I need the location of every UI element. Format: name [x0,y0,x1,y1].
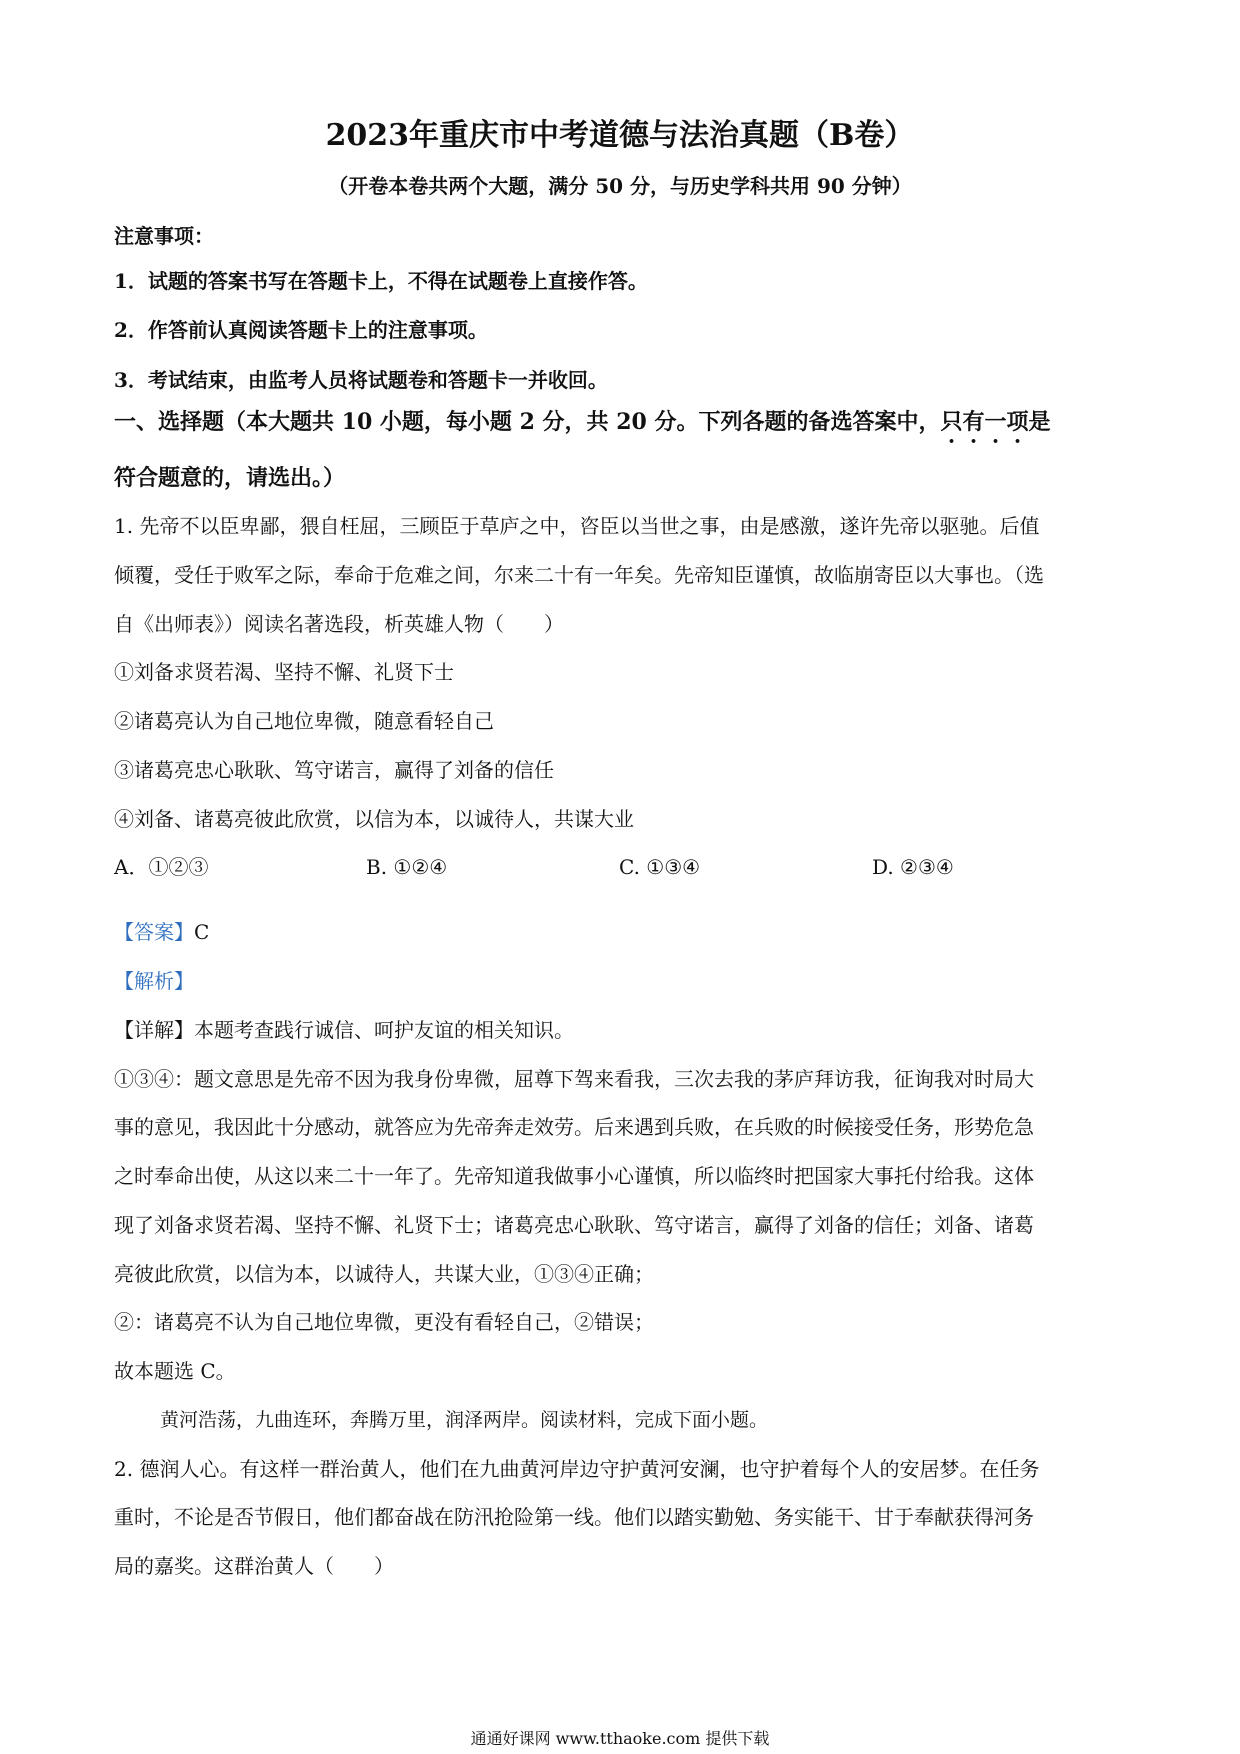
page-subtitle: （开卷本卷共两个大题，满分 50 分，与历史学科共用 90 分钟） [328,174,912,198]
section-heading-text: 一、选择题（本大题共 10 小题，每小题 2 分，共 20 分。下列各题的备选答案中， [114,409,941,435]
option-c: C. ①③④ [619,855,701,879]
answer-label: 【答案】 [114,920,194,944]
detail-label: 【详解】 [114,1018,194,1042]
statement: ③诸葛亮忠心耿耿、笃守诺言，赢得了刘备的信任 [114,758,554,782]
statement: ②诸葛亮认为自己地位卑微，随意看轻自己 [114,709,494,733]
section-heading-text: 是 [1028,409,1051,435]
statement: ①刘备求贤若渴、坚持不懈、礼贤下士 [114,660,454,684]
explanation-line: 之时奉命出使，从这以来二十一年了。先帝知道我做事小心谨慎，所以临终时把国家大事托付给我。这体 [114,1164,1034,1188]
detail-text: 本题考查践行诚信、呵护友谊的相关知识。 [194,1018,574,1042]
question-stem: 倾覆，受任于败军之际，奉命于危难之间，尔来二十有一年矣。先帝知臣谨慎，故临崩寄臣以大事也。（选 [114,563,1044,587]
option-b: B. ①②④ [366,855,448,879]
emphasis-text: 只有一项 [940,409,1029,435]
question-stem: 1. 先帝不以臣卑鄙，猥自枉屈，三顾臣于草庐之中，咨臣以当世之事，由是感激，遂许先帝以驱驰。后值 [114,514,1040,538]
question-stem: 2. 德润人心。有这样一群治黄人，他们在九曲黄河岸边守护黄河安澜，也守护着每个人的安居梦。在任务 [114,1457,1040,1481]
notice-item: 1．试题的答案书写在答题卡上，不得在试题卷上直接作答。 [114,269,648,293]
explanation-line: 亮彼此欣赏，以信为本，以诚待人，共谋大业，①③④正确； [114,1262,654,1286]
option-d: D. ②③④ [872,855,954,879]
question-stem: 局的嘉奖。这群治黄人（ ） [114,1554,394,1578]
statement: ④刘备、诸葛亮彼此欣赏，以信为本，以诚待人，共谋大业 [114,807,634,831]
question-stem: 自《出师表》）阅读名著选段，析英雄人物（ ） [114,612,564,636]
option-a: A．①②③ [114,855,209,879]
detail-line [114,1016,574,1044]
page-footer: 通通好课网 www.tthaoke.com 提供下载 [470,1729,770,1748]
analysis-label: 【解析】 [114,969,194,993]
answer-line [114,918,209,946]
explanation-line: ②：诸葛亮不认为自己地位卑微，更没有看轻自己，②错误； [114,1310,654,1334]
section-heading: 符合题意的，请选出。） [114,465,346,491]
answer-value: C [194,920,210,944]
explanation-line: 故本题选 C。 [114,1359,236,1383]
section-heading [114,408,1051,448]
question-stem: 重时，不论是否节假日，他们都奋战在防汛抢险第一线。他们以踏实勤勉、务实能干、甘于奉献获得河务 [114,1505,1034,1529]
notice-heading: 注意事项： [114,224,214,248]
notice-item: 3．考试结束，由监考人员将试题卷和答题卡一并收回。 [114,368,608,392]
explanation-line: 现了刘备求贤若渴、坚持不懈、礼贤下士；诸葛亮忠心耿耿、笃守诺言，赢得了刘备的信任；刘备、诸葛 [114,1213,1034,1237]
explanation-line: 事的意见，我因此十分感动，就答应为先帝奔走效劳。后来遇到兵败，在兵败的时候接受任务，形势危急 [114,1115,1034,1139]
page-title: 2023年重庆市中考道德与法治真题（B卷） [325,118,915,153]
notice-item: 2．作答前认真阅读答题卡上的注意事项。 [114,318,488,342]
material-intro: 黄河浩荡，九曲连环，奔腾万里，润泽两岸。阅读材料，完成下面小题。 [160,1409,769,1431]
explanation-line: ①③④：题文意思是先帝不因为我身份卑微，屈尊下驾来看我，三次去我的茅庐拜访我，征询我对时局大 [114,1067,1034,1091]
